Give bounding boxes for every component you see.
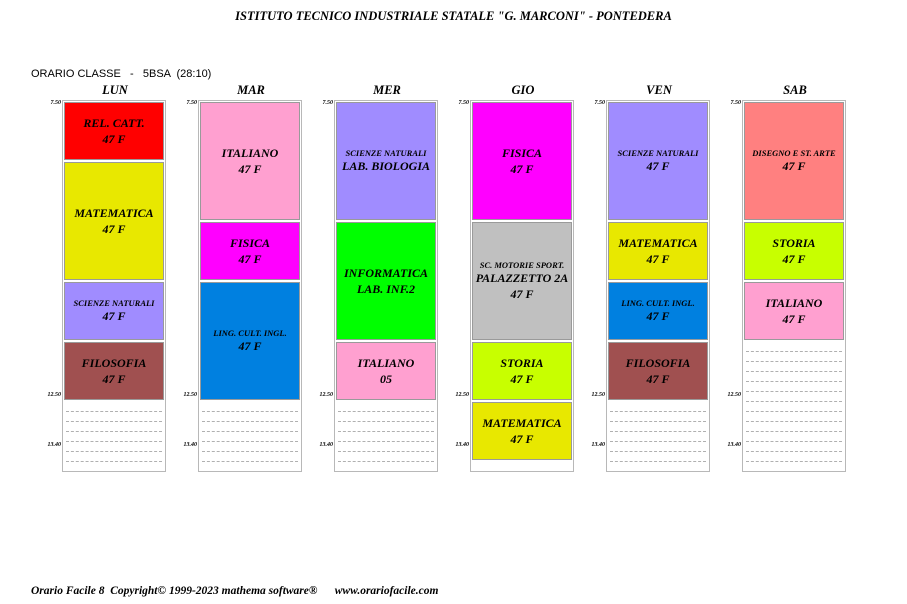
lesson-slot[interactable]: [744, 102, 844, 220]
lesson-subject: SCIENZE NATURALI: [345, 148, 427, 158]
lesson-slot[interactable]: [472, 342, 572, 400]
time-label: 13.40: [183, 442, 197, 448]
empty-slot-line: [746, 422, 842, 432]
lesson-subject: ITALIANO: [221, 145, 279, 160]
lesson-slot[interactable]: [64, 162, 164, 280]
time-label: 12.50: [183, 392, 197, 398]
day-header-mar: MAR: [237, 83, 265, 97]
lesson-slot[interactable]: [744, 222, 844, 280]
day-header-mer: MER: [373, 83, 401, 97]
lesson-room: 47 F: [102, 371, 126, 386]
lesson-slot[interactable]: [608, 222, 708, 280]
lesson-room: 47 F: [782, 159, 806, 173]
lesson-room: LAB. INF.2: [356, 281, 416, 296]
lesson-slot[interactable]: [472, 402, 572, 460]
empty-slot-line: [746, 352, 842, 362]
lesson-room: 47 F: [646, 371, 670, 386]
lesson-subject: REL. CATT.: [83, 115, 145, 130]
lesson-room: LAB. BIOLOGIA: [341, 159, 430, 173]
lesson-subject: LING. CULT. INGL.: [213, 328, 287, 338]
lesson-slot[interactable]: [608, 102, 708, 220]
day-header-lun: LUN: [102, 83, 128, 97]
empty-slot-line: [746, 452, 842, 462]
time-label: 12.50: [47, 392, 61, 398]
empty-slot-line: [746, 402, 842, 412]
empty-slot-line: [66, 432, 162, 442]
lesson-room: 47 F: [102, 221, 126, 236]
time-label: 7.50: [186, 100, 197, 106]
lesson-room: 47 F: [782, 251, 806, 266]
lesson-room: 47 F: [510, 161, 534, 176]
time-label: 7.50: [458, 100, 469, 106]
lesson-slot[interactable]: [200, 102, 300, 220]
day-header-sab: SAB: [783, 83, 807, 97]
empty-slot-line: [202, 442, 298, 452]
lesson-room: 47 F: [782, 311, 806, 326]
lesson-room: PALAZZETTO 2A: [475, 271, 569, 285]
empty-slot-line: [610, 422, 706, 432]
empty-slot-line: [202, 402, 298, 412]
empty-slot-line: [202, 422, 298, 432]
lesson-room: 47 F: [238, 339, 262, 353]
day-header-ven: VEN: [646, 83, 672, 97]
empty-slot-line: [66, 452, 162, 462]
lesson-subject: ITALIANO: [765, 295, 823, 310]
empty-slot-line: [746, 442, 842, 452]
lesson-subject: INFORMATICA: [343, 265, 429, 280]
class-label: ORARIO CLASSE - 5BSA (28:10): [31, 68, 212, 80]
page-title: ISTITUTO TECNICO INDUSTRIALE STATALE "G. MARCONI" - PONTEDERA: [235, 9, 672, 23]
lesson-subject: MATEMATICA: [618, 235, 698, 250]
empty-slot-line: [610, 452, 706, 462]
empty-slot-line: [66, 442, 162, 452]
lesson-subject: DISEGNO E ST. ARTE: [752, 148, 836, 158]
empty-slot-line: [338, 412, 434, 422]
lesson-slot[interactable]: [336, 342, 436, 400]
day-header-gio: GIO: [511, 83, 535, 97]
empty-slot-line: [746, 392, 842, 402]
lesson-slot[interactable]: [472, 222, 572, 340]
lesson-slot[interactable]: [336, 102, 436, 220]
time-label: 12.50: [455, 392, 469, 398]
empty-slot-line: [746, 432, 842, 442]
lesson-slot[interactable]: [64, 342, 164, 400]
time-label: 7.50: [594, 100, 605, 106]
time-label: 7.50: [50, 100, 61, 106]
lesson-room: 47 F: [102, 309, 126, 323]
empty-slot-line: [746, 372, 842, 382]
lesson-room: 47 F: [646, 309, 670, 323]
time-label: 7.50: [322, 100, 333, 106]
empty-slot-line: [746, 342, 842, 352]
lesson-slot[interactable]: [336, 222, 436, 340]
empty-slot-line: [66, 412, 162, 422]
empty-slot-line: [66, 402, 162, 412]
lesson-room: 47 F: [238, 251, 262, 266]
empty-slot-line: [610, 442, 706, 452]
lesson-slot[interactable]: [608, 282, 708, 340]
empty-slot-line: [202, 412, 298, 422]
lesson-room: 47 F: [510, 371, 534, 386]
lesson-slot[interactable]: [608, 342, 708, 400]
lesson-subject: FISICA: [229, 235, 271, 250]
time-label: 12.50: [727, 392, 741, 398]
lesson-subject: FILOSOFIA: [625, 355, 691, 370]
lesson-subject: MATEMATICA: [74, 205, 154, 220]
lesson-subject: SCIENZE NATURALI: [73, 298, 155, 308]
lesson-subject: SC. MOTORIE SPORT.: [479, 260, 565, 270]
empty-slot-line: [202, 432, 298, 442]
lesson-slot[interactable]: [744, 282, 844, 340]
time-label: 12.50: [591, 392, 605, 398]
empty-slot-line: [746, 412, 842, 422]
lesson-room: 47 F: [510, 431, 534, 446]
empty-slot-line: [746, 362, 842, 372]
lesson-room: 47 F: [646, 159, 670, 173]
lesson-slot[interactable]: [472, 102, 572, 220]
time-label: 13.40: [591, 442, 605, 448]
empty-slot-line: [338, 432, 434, 442]
lesson-room: 47 F: [510, 287, 534, 301]
lesson-subject: STORIA: [500, 355, 544, 370]
lesson-subject: SCIENZE NATURALI: [617, 148, 699, 158]
lesson-subject: MATEMATICA: [482, 415, 562, 430]
footer-copyright: Orario Facile 8 Copyright© 1999-2023 mathema software® www.orariofacile.com: [31, 585, 439, 597]
lesson-room: 47 F: [646, 251, 670, 266]
empty-slot-line: [746, 382, 842, 392]
time-label: 7.50: [730, 100, 741, 106]
time-label: 13.40: [319, 442, 333, 448]
lesson-subject: STORIA: [772, 235, 816, 250]
empty-slot-line: [202, 452, 298, 462]
time-label: 12.50: [319, 392, 333, 398]
time-label: 13.40: [47, 442, 61, 448]
empty-slot-line: [338, 402, 434, 412]
lesson-room: 47 F: [102, 131, 126, 146]
empty-slot-line: [338, 452, 434, 462]
lesson-slot[interactable]: [64, 282, 164, 340]
empty-slot-line: [66, 422, 162, 432]
lesson-subject: LING. CULT. INGL.: [621, 298, 695, 308]
lesson-subject: FISICA: [501, 145, 543, 160]
lesson-slot[interactable]: [200, 282, 300, 400]
empty-slot-line: [610, 412, 706, 422]
time-label: 13.40: [727, 442, 741, 448]
empty-slot-line: [338, 442, 434, 452]
lesson-slot[interactable]: [64, 102, 164, 160]
empty-slot-line: [610, 432, 706, 442]
lesson-subject: FILOSOFIA: [81, 355, 147, 370]
empty-slot-line: [610, 402, 706, 412]
empty-slot-line: [338, 422, 434, 432]
time-label: 13.40: [455, 442, 469, 448]
lesson-slot[interactable]: [200, 222, 300, 280]
lesson-room: 05: [380, 371, 392, 386]
lesson-subject: ITALIANO: [357, 355, 415, 370]
lesson-room: 47 F: [238, 161, 262, 176]
